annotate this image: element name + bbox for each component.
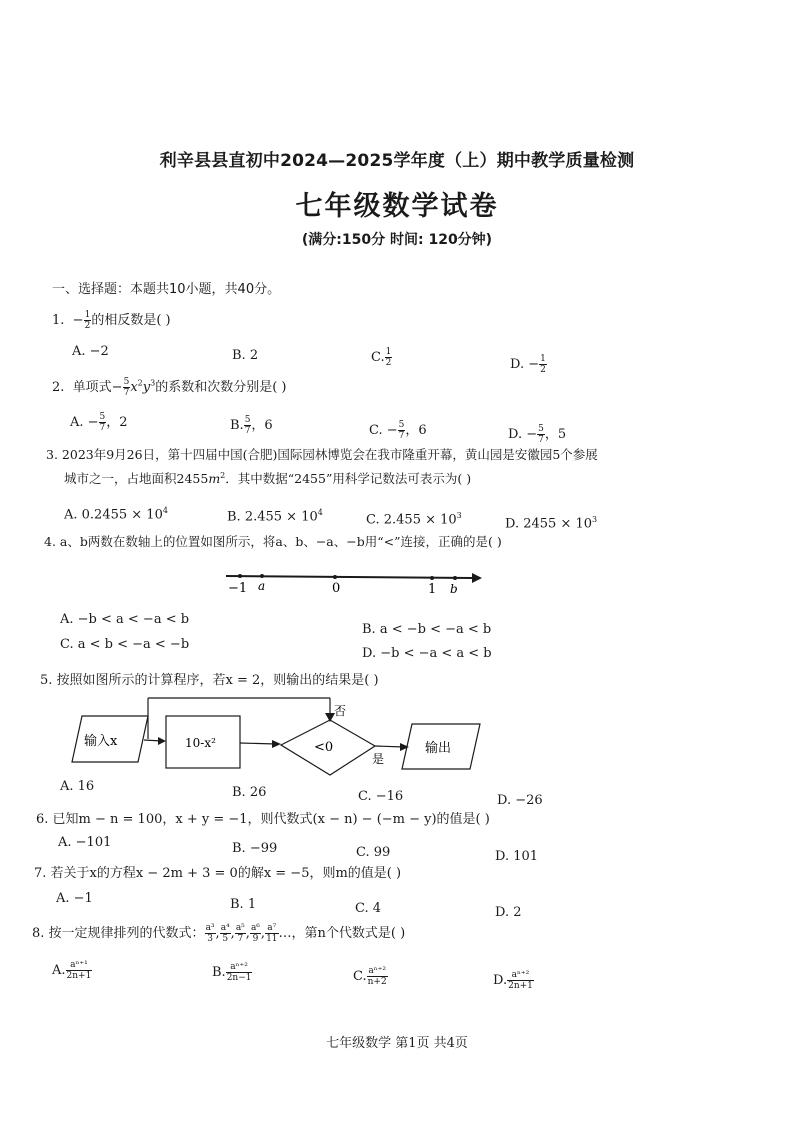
question-7: 7. 若关于x的方程x − 2m + 3 = 0的解x = −5，则m的值是( ) <box>34 866 402 881</box>
question-3: 3. 2023年9月26日，第十四届中国(合肥)国际园林博览会在我市隆重开幕，黄山园是安徽园5个参展 <box>46 447 598 462</box>
term-1: $\frac{\text{a³}}{3}$ <box>205 923 215 944</box>
q5-option-a: A. 16 <box>60 779 95 794</box>
term-2: $\frac{\text{a⁴}}{5}$ <box>220 923 230 944</box>
question-text: 的相反数是( ) <box>91 313 171 328</box>
q6-option-d: D. 101 <box>495 849 539 864</box>
term-3: $\frac{\text{a⁵}}{7}$ <box>235 923 245 944</box>
q2-option-b: B. $\frac{5}{7}$ ，6 <box>230 415 273 436</box>
axis-label-b: b <box>450 582 458 596</box>
q8-option-c: C. $\frac{\text{aⁿ⁺²}}{n+2}$ <box>353 966 387 987</box>
exam-info: (满分:150分 时间: 120分钟) <box>301 232 493 248</box>
axis-label-minus-one: −1 <box>228 581 248 596</box>
section-heading: 一、选择题：本题共10小题，共40分。 <box>52 282 281 297</box>
term-5: $\frac{\text{a⁷}}{11}$ <box>266 923 278 944</box>
q7-option-a: A. −1 <box>56 891 93 906</box>
flow-yes-label: 是 <box>372 752 385 766</box>
q3-option-b: B. $2.455 \times 10^4$ <box>227 508 323 525</box>
q8-option-a: A. $\frac{\text{aⁿ⁺¹}}{2n+1}$ <box>52 960 92 981</box>
q3-option-a: A. $0.2455 \times 10^4$ <box>64 506 168 523</box>
q3-option-d: D. $2455 \times 10^3$ <box>505 515 598 532</box>
q6-option-c: C. 99 <box>356 845 391 860</box>
q7-option-b: B. 1 <box>230 897 257 912</box>
q7-option-c: C. 4 <box>355 901 382 916</box>
q5-option-c: C. −16 <box>358 789 404 804</box>
flow-process-label: 10-x² <box>185 736 216 750</box>
q1-option-c: C. $\frac{1}{2}$ <box>371 347 392 368</box>
q4-option-b: B. a < −b < −a < b <box>362 622 492 637</box>
question-number: 1. <box>52 313 65 328</box>
q4-option-c: C. a < b < −a < −b <box>60 637 190 652</box>
flow-decision-label: <0 <box>314 740 334 755</box>
flow-output-label: 输出 <box>425 741 452 756</box>
q2-option-a: A. − $\frac{5}{7}$ ，2 <box>70 412 128 433</box>
q6-option-b: B. −99 <box>232 841 278 856</box>
axis-label-one: 1 <box>428 582 437 597</box>
q7-option-d: D. 2 <box>495 905 522 920</box>
q3-option-c: C. $2.455 \times 10^3$ <box>366 511 462 528</box>
term-4: $\frac{\text{a⁶}}{9}$ <box>250 923 260 944</box>
q4-option-d: D. −b < −a < a < b <box>362 646 492 661</box>
q2-option-d: D. − $\frac{5}{7}$ ，5 <box>508 424 567 445</box>
fraction: $\frac{1}{2}$ <box>84 310 91 331</box>
question-6: 6. 已知m − n = 100，x + y = −1，则代数式(x − n) − (−m − y)的值是( ) <box>36 812 490 827</box>
q6-option-a: A. −101 <box>58 835 112 850</box>
exam-header-title: 利辛县县直初中2024—2025学年度（上）期中教学质量检测 <box>159 151 635 171</box>
page-footer: 七年级数学 第1页 共4页 <box>326 1036 468 1051</box>
q8-option-d: D. $\frac{\text{aⁿ⁺²}}{2n+1}$ <box>493 970 533 991</box>
question-2: 2. 单项式− $\frac{5}{7}$ $x^2y^3$的系数和次数分别是( ) <box>52 377 287 398</box>
q2-option-c: C. − $\frac{5}{7}$ ，6 <box>369 420 427 441</box>
question-4: 4. a、b两数在数轴上的位置如图所示，将a、b、−a、−b用“<”连接，正确的是( ) <box>44 534 502 549</box>
axis-label-zero: 0 <box>332 581 341 596</box>
flow-no-label: 否 <box>334 704 347 718</box>
q1-option-a: A. −2 <box>72 344 109 359</box>
minus-sign: − <box>72 313 84 328</box>
flow-input-label: 输入x <box>84 734 118 749</box>
q1-option-d: D. − $\frac{1}{2}$ <box>510 354 546 375</box>
q5-option-d: D. −26 <box>497 793 543 808</box>
q5-option-b: B. 26 <box>232 785 267 800</box>
question-3-line2: 城市之一，占地面积$2455m^2$．其中数据“2455”用科学记数法可表示为( ) <box>64 470 472 486</box>
axis-label-a: a <box>258 579 266 593</box>
q1-option-b: B. 2 <box>232 348 259 363</box>
q8-option-b: B. $\frac{\text{aⁿ⁺²}}{2n-1}$ <box>212 962 252 983</box>
question-5: 5. 按照如图所示的计算程序，若x = 2，则输出的结果是( ) <box>40 673 379 688</box>
exam-main-title: 七年级数学试卷 <box>295 191 499 222</box>
question-8: 8. 按一定规律排列的代数式： $\frac{\text{a³}}{3}$ , $\frac{\text{a⁴}}{5}$ , $\frac{\text{a⁵}}{7}$ , $\frac{\text{a⁶}}{9}$ , $\frac{\text{a⁷}}{11}$ …，第n个代数式是( ) <box>32 923 406 944</box>
q4-option-a: A. −b < a < −a < b <box>60 612 190 627</box>
